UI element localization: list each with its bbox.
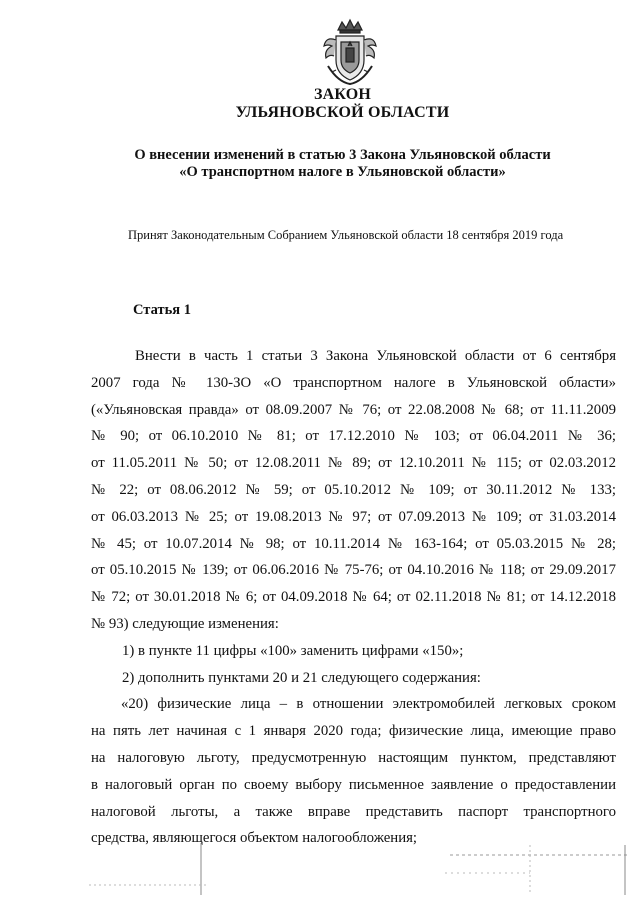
intro-line: № 93) следующие изменения: (91, 615, 279, 632)
intro-line: от 05.10.2015 № 139; от 06.06.2016 № 75-76; от 04.10.2016 № 118; от 29.09.2017 (91, 562, 616, 579)
scan-artifact (0, 835, 640, 905)
intro-line: № 45; от 10.07.2014 № 98; от 10.11.2014 № 163-164; от 05.03.2015 № 28; (91, 535, 616, 552)
law-subject-line-1: О внесении изменений в статью 3 Закона Ульяновской области (134, 147, 551, 163)
article-body (91, 343, 616, 852)
law-title: ЗАКОН (313, 86, 372, 103)
quote-line: на налоговую льготу, предусмотренную настоящим пунктом, представляют (91, 749, 616, 766)
quote-line: налоговой льготы, а также вправе представить паспорт транспортного (91, 803, 616, 820)
intro-line: № 90; от 06.10.2010 № 81; от 17.12.2010 № 103; от 06.04.2011 № 36; (91, 428, 616, 445)
quote-line: на пять лет начиная с 1 января 2020 года; физические лица, имеющие право (91, 723, 616, 740)
intro-line: Внести в часть 1 статьи 3 Закона Ульяновской области от 6 сентября (135, 348, 616, 364)
quote-line: средства, являющегося объектом налогообложения; (91, 830, 418, 847)
intro-line: № 72; от 30.01.2018 № 6; от 04.09.2018 № 64; от 02.11.2018 № 81; от 14.12.2018 (91, 589, 616, 606)
quote-line: в налоговый орган по своему выбору письменное заявление о предоставлении (91, 776, 616, 793)
region-title: УЛЬЯНОВСКОЙ ОБЛАСТИ (235, 104, 450, 121)
amendment-item-1: 1) в пункте 11 цифры «100» заменить цифрами «150»; (122, 642, 464, 659)
intro-line: № 22; от 08.06.2012 № 59; от 05.10.2012 № 109; от 30.11.2012 № 133; (91, 481, 616, 498)
article-heading: Статья 1 (133, 302, 191, 318)
intro-line: («Ульяновская правда» от 08.09.2007 № 76; от 22.08.2008 № 68; от 11.11.2009 (91, 401, 616, 418)
adoption-note: Принят Законодательным Собранием Ульяновской области 18 сентября 2019 года (128, 228, 564, 242)
intro-line: от 11.05.2011 № 50; от 12.08.2011 № 89; от 12.10.2011 № 115; от 02.03.2012 (91, 455, 616, 472)
amendment-item-2: 2) дополнить пунктами 20 и 21 следующего содержания: (122, 669, 481, 686)
intro-line: от 06.03.2013 № 25; от 19.08.2013 № 97; от 07.09.2013 № 109; от 31.03.2014 (91, 508, 616, 525)
coat-of-arms-icon (318, 16, 382, 88)
intro-line: 2007 года № 130-ЗО «О транспортном налоге в Ульяновской области» (91, 374, 616, 391)
quote-line: «20) физические лица – в отношении электромобилей легковых сроком (121, 696, 616, 713)
law-subject-line-2: «О транспортном налоге в Ульяновской области» (179, 164, 506, 180)
